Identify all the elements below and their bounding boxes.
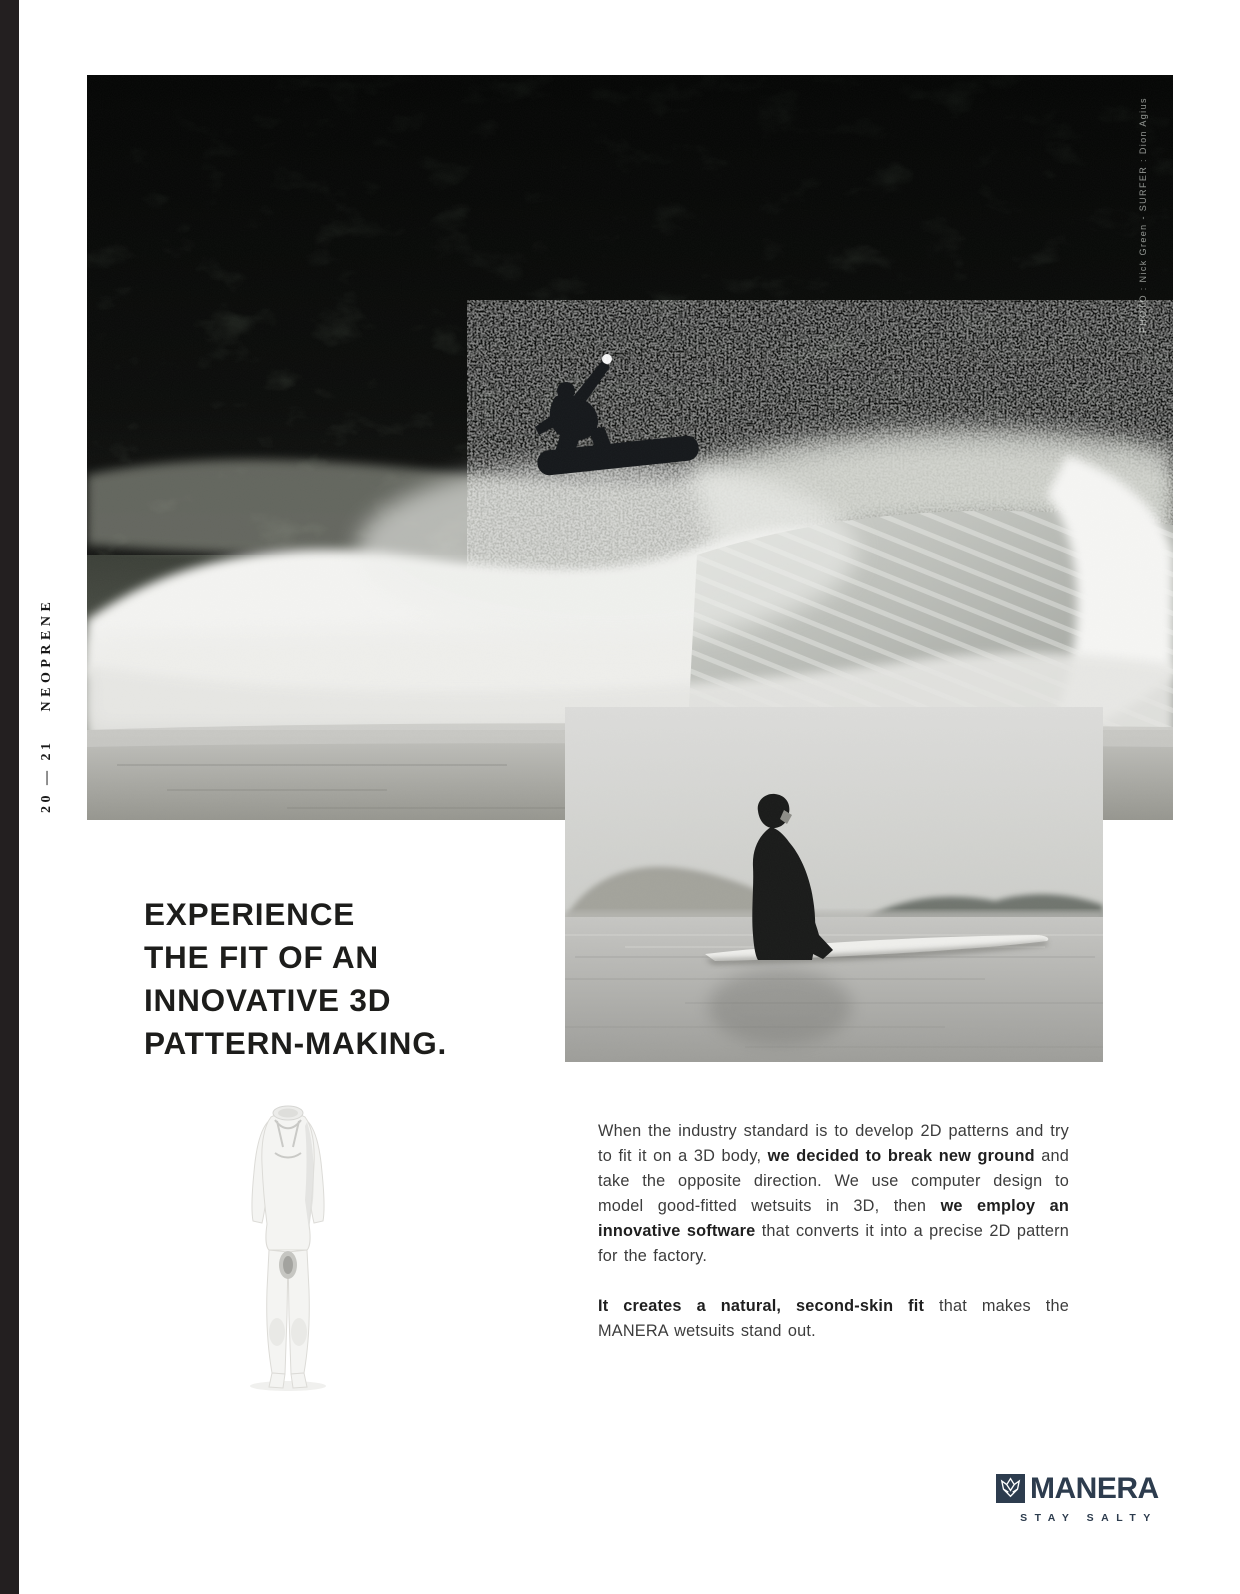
- brand-tagline: STAY SALTY: [1020, 1512, 1158, 1524]
- inset-photo: [565, 707, 1103, 1062]
- brand-logo: [996, 1474, 1174, 1524]
- brand-lockup: [996, 1474, 1174, 1503]
- headline-line-1: EXPERIENCE: [144, 896, 356, 932]
- spine-label: [39, 598, 55, 813]
- headline-line-3: INNOVATIVE 3D: [144, 982, 392, 1018]
- wetsuit-3d-render: [231, 1100, 346, 1395]
- paragraph-2: It creates a natural, second-skin fit that makes the MANERA wetsuits stand out.: [598, 1297, 1069, 1340]
- photo-credit: PHOTO : Nick Green - SURFER : Dion Agius: [1138, 97, 1148, 333]
- inset-photo-art: [565, 707, 1103, 1062]
- paragraph-1: When the industry standard is to develop 2D patterns and try to fit it on a 3D body, we decided to break new ground and take the opposite direction. We use computer design to model good-fitted wetsuits in 3D, then we employ an innovative software that converts it into a precise 2D pattern for the factory.: [598, 1122, 1070, 1265]
- headline: [144, 893, 447, 1065]
- headline-line-2: THE FIT OF AN: [144, 939, 379, 975]
- brand-wordmark: MANERA: [1030, 1472, 1159, 1505]
- spine-bar: [0, 0, 19, 1594]
- wetsuit-art: [231, 1100, 346, 1395]
- body-copy: [598, 1119, 1069, 1344]
- spine-years: 20 — 21: [39, 739, 54, 813]
- headline-line-4: PATTERN-MAKING.: [144, 1025, 448, 1061]
- crown-icon: [996, 1474, 1025, 1503]
- spine-collection-label: NEOPRENE: [39, 597, 54, 712]
